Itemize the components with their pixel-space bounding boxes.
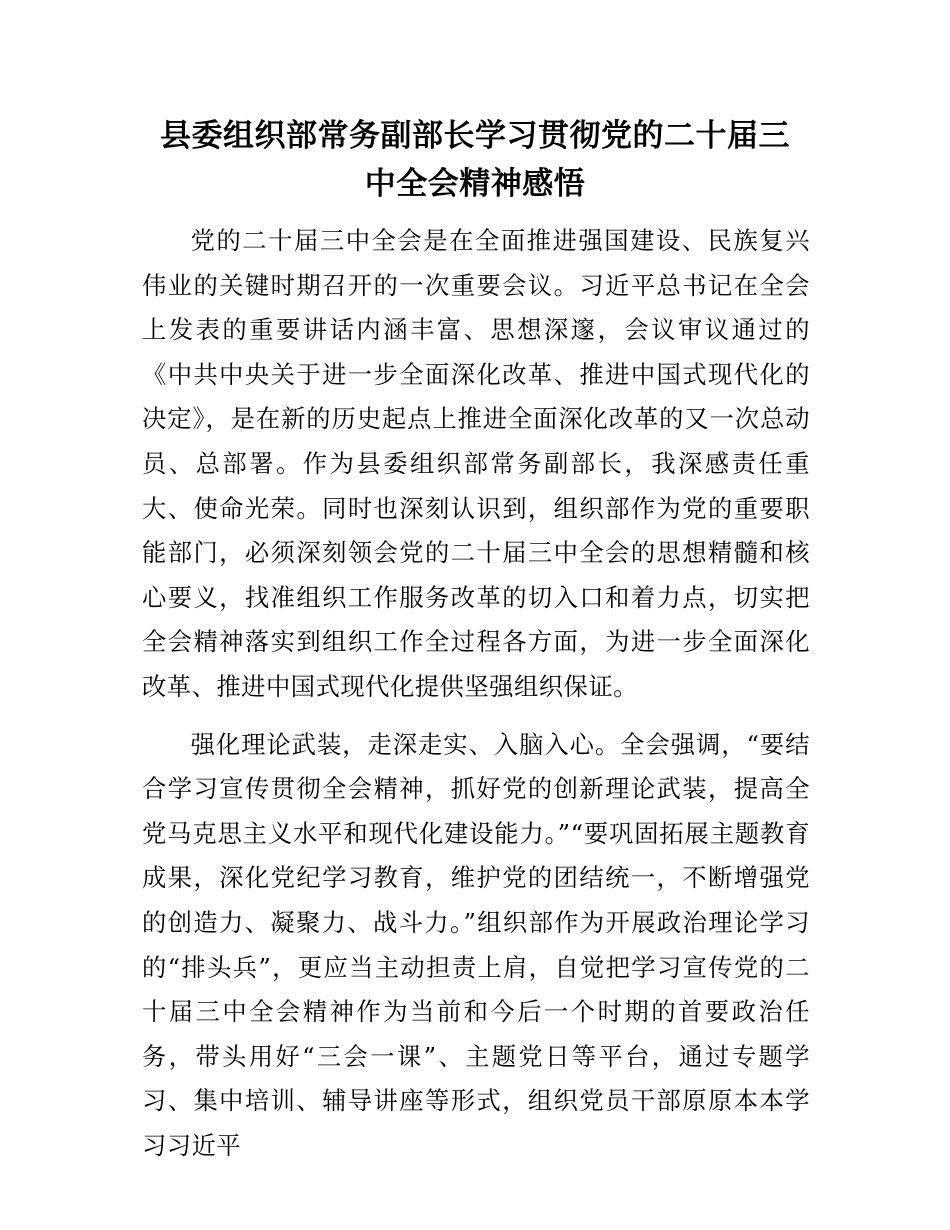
paragraph-theory: 强化理论武装，走深走实、入脑入心。全会强调，“要结合学习宣传贯彻全会精神，抓好党的创新理论武装，提高全党马克思主义水平和现代化建设能力。”“要巩固拓展主题教育成果，深化党纪学习教育，维护党的团结统一，不断增强党的创造力、凝聚力、战斗力。”组织部作为开展政治理论学习的“排头兵”，更应当主动担责上肩，自觉把学习宣传党的二十届三中全会精神作为当前和今后一个时期的首要政治任务，带头用好“三会一课”、主题党日等平台，通过专题学习、集中培训、辅导讲座等形式，组织党员干部原原本本学习习近平 <box>142 729 810 1160</box>
document-title <box>140 112 810 208</box>
title-line-1: 县委组织部常务副部长学习贯彻党的二十届三 <box>160 118 790 154</box>
title-line-2: 中全会精神感悟 <box>364 166 586 202</box>
document-body <box>142 219 810 1168</box>
paragraph-intro: 党的二十届三中全会是在全面推进强国建设、民族复兴伟业的关键时期召开的一次重要会议。习近平总书记在全会上发表的重要讲话内涵丰富、思想深邃，会议审议通过的《中共中央关于进一步全面深化改革、推进中国式现代化的决定》，是在新的历史起点上推进全面深化改革的又一次总动员、总部署。作为县委组织部常务副部长，我深感责任重大、使命光荣。同时也深刻认识到，组织部作为党的重要职能部门，必须深刻领会党的二十届三中全会的思想精髓和核心要义，找准组织工作服务改革的切入口和着力点，切实把全会精神落实到组织工作全过程各方面，为进一步全面深化改革、推进中国式现代化提供坚强组织保证。 <box>142 226 810 701</box>
